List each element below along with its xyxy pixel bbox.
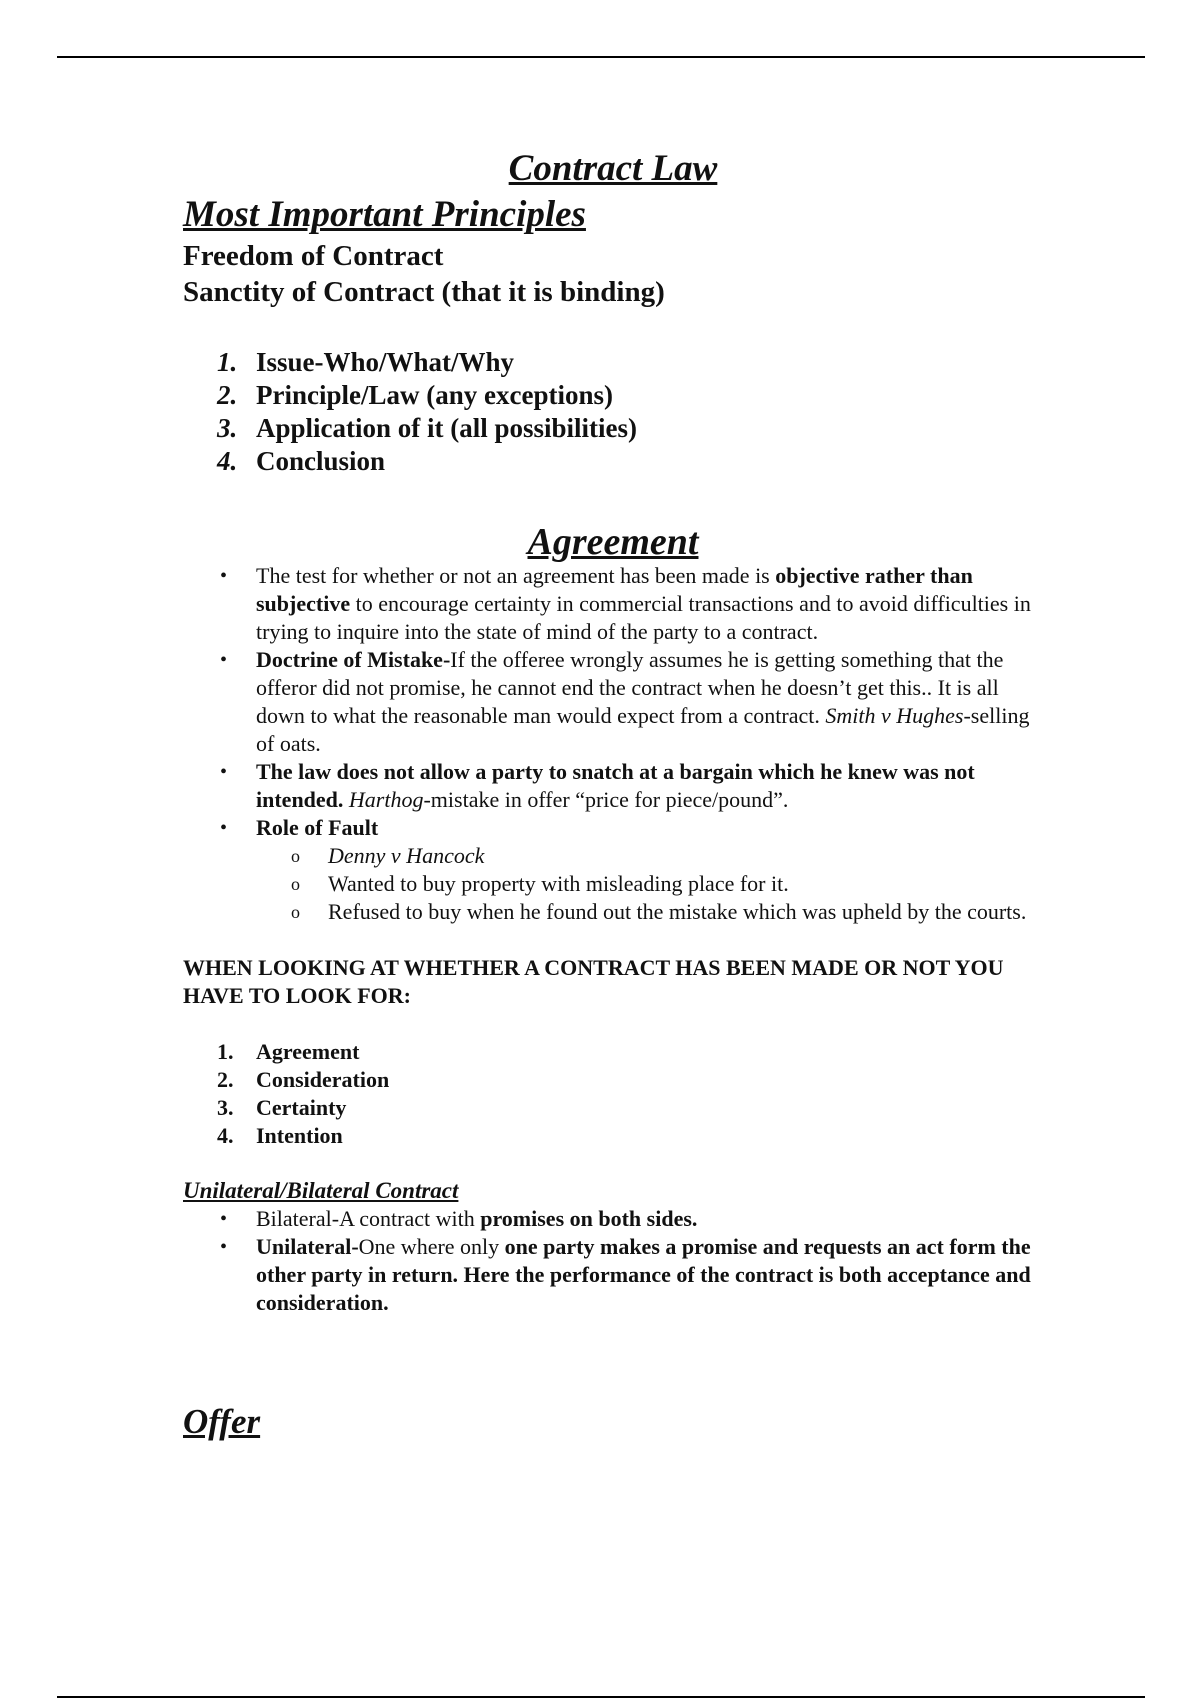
list-item: 3. Certainty: [217, 1095, 347, 1120]
list-item: 1. Agreement: [217, 1039, 360, 1064]
bullet-icon: •: [220, 1236, 228, 1258]
list-item: o Wanted to buy property with misleading place for it.: [291, 871, 789, 896]
list-item: • Role of Fault o Denny v Hancock o Wanted to buy property with misleading place for it. o Refused to buy when he found out the mistake which was upheld by the courts.: [217, 814, 1043, 926]
bullet-icon: •: [220, 649, 228, 671]
agreement-bullets: [217, 562, 1043, 926]
list-item: 2. Principle/Law (any exceptions): [217, 380, 613, 410]
list-item: 1. Issue-Who/What/Why: [217, 347, 515, 377]
list-item: 3. Application of it (all possibilities): [217, 413, 638, 443]
irac-list: [217, 346, 1043, 478]
list-item: • The law does not allow a party to snatch at a bargain which he knew was not intended. Harthog-mistake in offer “price for piece/pound”.: [220, 759, 975, 812]
document-page: [183, 146, 1043, 1445]
list-item: • The test for whether or not an agreement has been made is objective rather than subjective to encourage certainty in commercial transactions and to avoid difficulties in trying to inquire into the state of mind of the party to a contract.: [220, 563, 1031, 644]
list-item: • Bilateral-A contract with promises on both sides.: [220, 1206, 698, 1231]
circle-bullet-icon: o: [291, 846, 300, 866]
document-title: Contract Law: [508, 148, 718, 189]
bullet-icon: •: [220, 817, 228, 839]
offer-heading: Offer: [183, 1402, 261, 1441]
bullet-icon: •: [220, 761, 228, 783]
bullet-icon: •: [220, 1208, 228, 1230]
top-rule: [57, 56, 1145, 58]
list-item: • Unilateral-One where only one party makes a promise and requests an act form the other party in return. Here the performance of the contract is both acceptance and consideration.: [220, 1234, 1031, 1315]
circle-bullet-icon: o: [291, 874, 300, 894]
principles-heading: Most Important Principles: [183, 194, 586, 235]
unilateral-bullets: [217, 1205, 1043, 1317]
list-item: 4. Intention: [217, 1123, 343, 1148]
list-item: 4. Conclusion: [217, 446, 386, 476]
principle-freedom: Freedom of Contract: [183, 240, 444, 272]
list-item: 2. Consideration: [217, 1067, 390, 1092]
formation-heading: WHEN LOOKING AT WHETHER A CONTRACT HAS BEEN MADE OR NOT YOU HAVE TO LOOK FOR:: [183, 955, 1004, 1008]
list-item: o Refused to buy when he found out the mistake which was upheld by the courts.: [291, 899, 1027, 924]
fault-sublist: [290, 842, 1043, 926]
principle-sanctity: Sanctity of Contract (that it is binding): [183, 276, 665, 308]
list-item: • Doctrine of Mistake-If the offeree wrongly assumes he is getting something that the offeror did not promise, he cannot end the contract when he doesn’t get this.. It is all down to what the reasonable man would expect from a contract. Smith v Hughes-selling of oats.: [220, 647, 1030, 756]
bullet-icon: •: [220, 565, 228, 587]
bottom-rule: [57, 1696, 1145, 1698]
agreement-heading: Agreement: [527, 521, 699, 563]
list-item: o Denny v Hancock: [291, 843, 485, 868]
unilateral-heading: Unilateral/Bilateral Contract: [183, 1178, 459, 1203]
formation-list: [217, 1038, 1043, 1150]
circle-bullet-icon: o: [291, 902, 300, 922]
